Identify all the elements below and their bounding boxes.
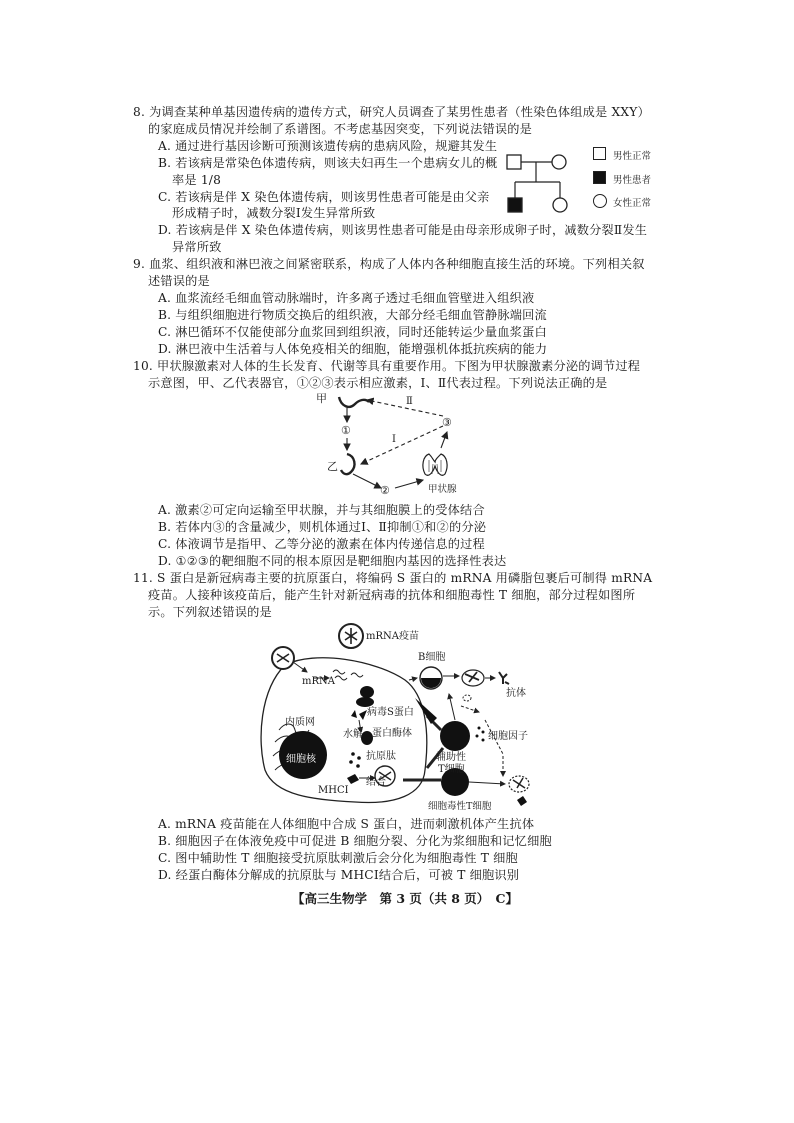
- legend-affected-male-label: 男性患者: [613, 175, 652, 186]
- organ-jia-shape: [339, 397, 369, 407]
- pedigree-daughter: [553, 198, 567, 212]
- q8-option-b-line2: 率是 1/8: [172, 173, 222, 187]
- label-antigen-peptide: 抗原肽: [366, 751, 396, 762]
- q10-stem-line2: 示意图，甲、乙代表器官，①②③表示相应激素，Ⅰ、Ⅱ代表过程。下列说法正确的是: [148, 376, 608, 390]
- q9-option-d: D. 淋巴液中生活着与人体免疫相关的细胞，能增强机体抵抗疾病的能力: [158, 342, 548, 356]
- label-nucleus: 细胞核: [286, 754, 316, 765]
- label-hydrolysis: 水解: [343, 729, 363, 740]
- label-helper-t-line2: T细胞: [438, 764, 465, 775]
- q10-option-d: D. ①②③的靶细胞不同的根本原因是靶细胞内基因的选择性表达: [158, 554, 507, 568]
- q11-option-a: A. mRNA 疫苗能在人体细胞中合成 S 蛋白，进而刺激机体产生抗体: [158, 817, 535, 831]
- label-antibody: 抗体: [506, 688, 526, 699]
- pedigree-father: [507, 155, 521, 169]
- label-mhc: MHCⅠ: [318, 785, 349, 796]
- q9-stem-line1: 9. 血浆、组织液和淋巴液之间紧密联系，构成了人体内各种细胞直接生活的环境。下列相关叙: [133, 257, 645, 271]
- label-process-2: Ⅱ: [406, 396, 413, 407]
- legend-normal-female-label: 女性正常: [613, 198, 652, 209]
- q9-option-c: C. 淋巴循环不仅能使部分血浆回到组织液，同时还能转运少量血浆蛋白: [158, 325, 547, 339]
- q8-option-d-line1: D. 若该病是伴 X 染色体遗传病，则该男性患者可能是由母亲形成卵子时，减数分裂Ⅱ发生: [158, 223, 648, 237]
- helper-t-cell: [440, 721, 470, 751]
- label-cytotoxic-t-cell: 细胞毒性T细胞: [428, 801, 492, 812]
- label-jia: 甲: [316, 392, 327, 405]
- legend-normal-female-symbol: [593, 194, 607, 208]
- label-proteasome: 蛋白酶体: [372, 728, 412, 739]
- q11-option-c: C. 图中辅助性 T 细胞接受抗原肽刺激后会分化为细胞毒性 T 细胞: [158, 851, 518, 865]
- label-hormone-1: ①: [341, 424, 351, 437]
- label-bind: 结合: [366, 777, 386, 788]
- q8-option-c-line1: C. 若该病是伴 X 染色体遗传病，则该男性患者可能是由父亲: [158, 190, 490, 204]
- legend-normal-male-symbol: [593, 147, 606, 160]
- q9-stem-line2: 述错误的是: [148, 274, 210, 288]
- q9-option-b: B. 与组织细胞进行物质交换后的组织液，大部分经毛细血管静脉端回流: [158, 308, 547, 322]
- q11-stem-line2: 疫苗。人接种该疫苗后，能产生针对新冠病毒的抗体和细胞毒性 T 细胞，部分过程如图所: [148, 588, 636, 602]
- organ-yi-shape: [341, 454, 354, 474]
- q11-option-d: D. 经蛋白酶体分解成的抗原肽与 MHCⅠ结合后，可被 T 细胞识别: [158, 868, 520, 882]
- q11-option-b: B. 细胞因子在体液免疫中可促进 B 细胞分裂、分化为浆细胞和记忆细胞: [158, 834, 552, 848]
- q10-option-a: A. 激素②可定向运输至甲状腺，并与其细胞膜上的受体结合: [158, 503, 485, 517]
- label-b-cell: B细胞: [418, 652, 446, 663]
- thyroid-gland-shape: [423, 454, 447, 475]
- label-helper-t-line1: 辅助性: [436, 752, 466, 763]
- label-s-protein: 病毒S蛋白: [367, 707, 414, 718]
- q10-option-b: B. 若体内③的含量减少，则机体通过Ⅰ、Ⅱ抑制①和②的分泌: [158, 520, 487, 534]
- q10-option-c: C. 体液调节是指甲、乙等分泌的激素在体内传递信息的过程: [158, 537, 485, 551]
- label-hormone-2: ②: [380, 484, 390, 497]
- legend-normal-male-label: 男性正常: [613, 151, 652, 162]
- label-thyroid: 甲状腺: [428, 484, 457, 495]
- legend-affected-male-symbol: [593, 171, 606, 184]
- page-footer: 【高三生物学 第 3 页（共 8 页） C】: [292, 891, 519, 906]
- label-cytokine: 细胞因子: [488, 731, 528, 742]
- q8-option-a: A. 通过进行基因诊断可预测该遗传病的患病风险，规避其发生: [158, 139, 498, 153]
- q8-stem-line2: 的家庭成员情况并绘制了系谱图。不考虑基因突变，下列说法错误的是: [148, 122, 533, 136]
- label-er: 内质网: [285, 717, 315, 728]
- label-mrna-vaccine: mRNA疫苗: [366, 631, 419, 642]
- label-process-1: Ⅰ: [392, 434, 396, 445]
- q11-stem-line3: 示。下列叙述错误的是: [148, 605, 272, 619]
- label-yi: 乙: [327, 460, 338, 473]
- pedigree-mother: [552, 155, 566, 169]
- pedigree-affected-son: [508, 198, 522, 212]
- q10-stem-line1: 10. 甲状腺激素对人体的生长发育、代谢等具有重要作用。下图为甲状腺激素分泌的调节过程: [133, 359, 641, 373]
- q9-option-a: A. 血浆流经毛细血管动脉端时，许多离子透过毛细血管壁进入组织液: [158, 291, 535, 305]
- q11-stem-line1: 11. S 蛋白是新冠病毒主要的抗原蛋白，将编码 S 蛋白的 mRNA 用磷脂包裹后可制得 mRNA: [133, 571, 653, 585]
- q8-option-c-line2: 形成精子时，减数分裂Ⅰ发生异常所致: [172, 206, 376, 220]
- q8-option-b-line1: B. 若该病是常染色体遗传病，则该夫妇再生一个患病女儿的概: [158, 156, 498, 170]
- q8-stem-line1: 8. 为调查某种单基因遗传病的遗传方式，研究人员调查了某男性患者（性染色体组成是 XXY）: [133, 105, 650, 119]
- q8-option-d-line2: 异常所致: [172, 240, 222, 254]
- label-mrna: mRNA: [302, 676, 335, 687]
- label-hormone-3: ③: [442, 416, 452, 429]
- pedigree-chart: [505, 152, 575, 214]
